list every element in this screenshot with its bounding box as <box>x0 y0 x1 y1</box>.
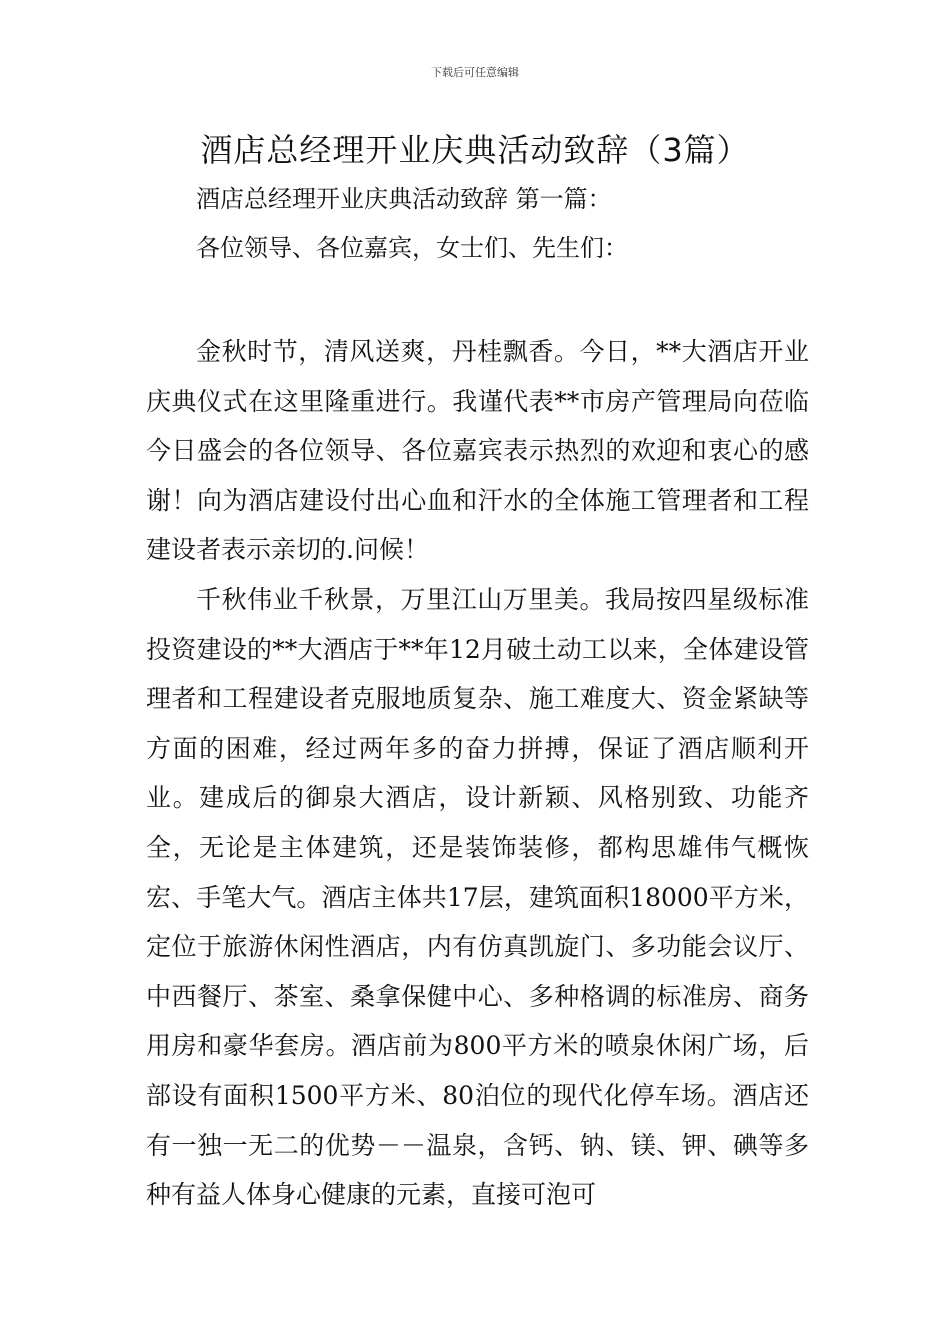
paragraph-1: 金秋时节，清风送爽，丹桂飘香。今日，**大酒店开业庆典仪式在这里隆重进行。我谨代表**市房产管理局向莅临今日盛会的各位领导、各位嘉宾表示热烈的欢迎和衷心的感谢！向为酒店建设付出心血和汗水的全体施工管理者和工程建设者表示亲切的.问候！ <box>146 337 809 565</box>
section-subtitle: 酒店总经理开业庆典活动致辞 第一篇： <box>196 185 612 213</box>
header-note: 下载后可任意编辑 <box>431 66 519 79</box>
paragraph-2: 千秋伟业千秋景，万里江山万里美。我局按四星级标准投资建设的**大酒店于**年12月破土动工以来，全体建设管理者和工程建设者克服地质复杂、施工难度大、资金紧缺等方面的困难，经过两年多的奋力拼搏，保证了酒店顺利开业。建成后的御泉大酒店，设计新颖、风格别致、功能齐全，无论是主体建筑，还是装饰装修，都构思雄伟气概恢宏、手笔大气。酒店主体共17层，建筑面积18000平方米，定位于旅游休闲性酒店，内有仿真凯旋门、多功能会议厅、中西餐厅、茶室、桑拿保健中心、多种格调的标准房、商务用房和豪华套房。酒店前为800平方米的喷泉休闲广场，后部设有面积1500平方米、80泊位的现代化停车场。酒店还有一独一无二的优势－－温泉，含钙、钠、镁、钾、碘等多种有益人体身心健康的元素，直接可泡可 <box>146 584 809 1210</box>
body-text <box>146 327 809 1220</box>
page-title: 酒店总经理开业庆典活动致辞（3篇） <box>200 131 750 169</box>
salutation: 各位领导、各位嘉宾，女士们、先生们： <box>196 234 628 262</box>
